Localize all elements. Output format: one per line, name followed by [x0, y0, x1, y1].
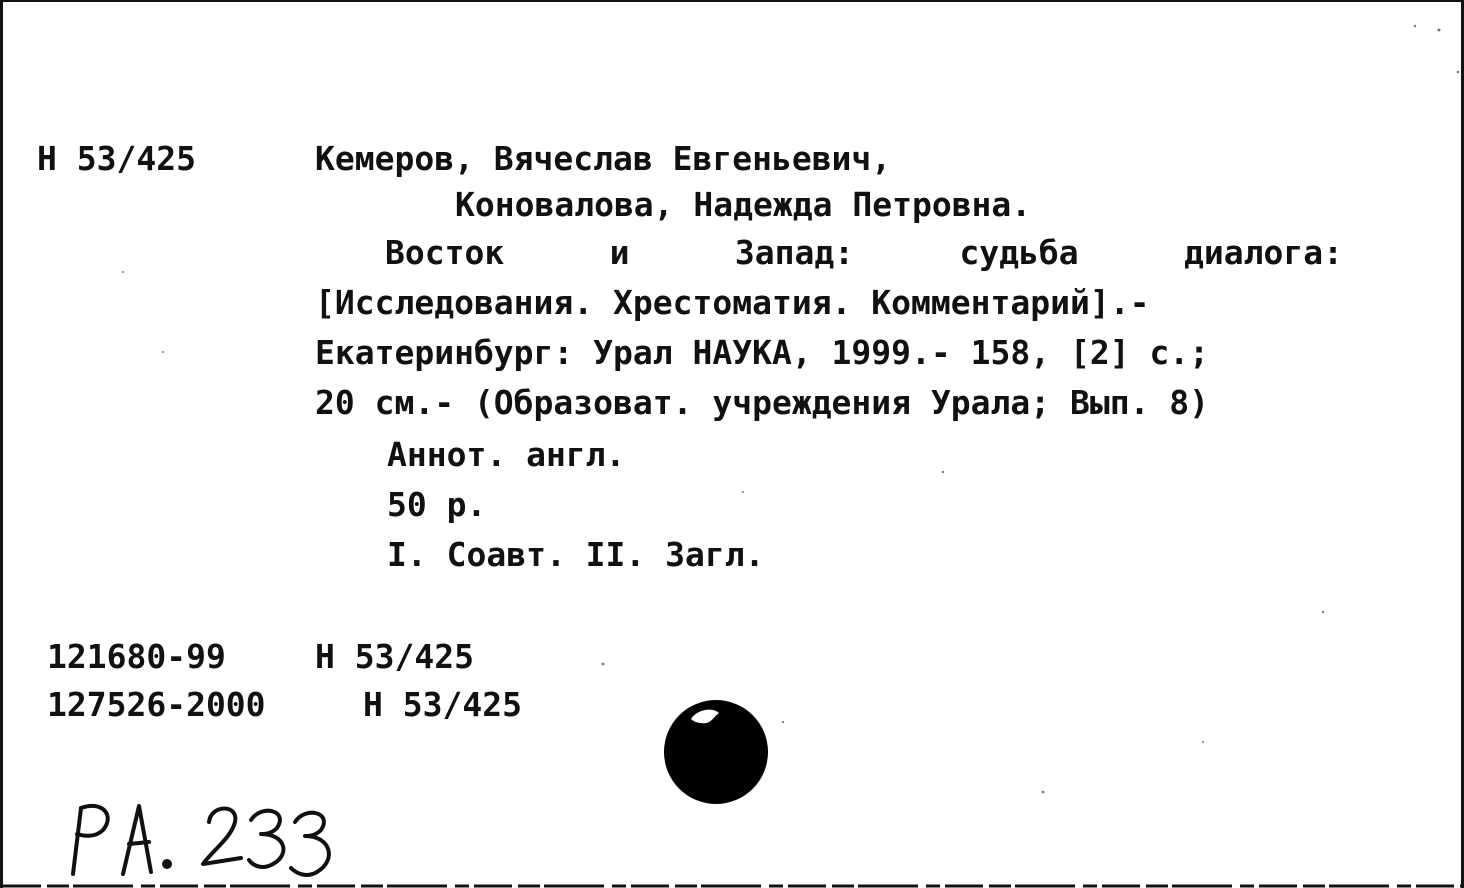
- tracings: I. Соавт. II. Загл.: [387, 535, 765, 574]
- description-line: [Исследования. Хрестоматия. Комментарий].-: [315, 283, 1150, 322]
- call-number: Н 53/425: [37, 139, 196, 178]
- title-word: Запад:: [734, 233, 855, 272]
- title-word: диалога:: [1184, 233, 1343, 272]
- accession-number: 127526-2000: [47, 685, 266, 724]
- title-word: и: [609, 233, 630, 272]
- handwritten-mark: [63, 794, 353, 884]
- accession-shelf: Н 53/425: [363, 685, 522, 724]
- description-line: 20 см.- (Образоват. учреждения Урала; Вып. 8): [315, 383, 1210, 422]
- title-line: [385, 233, 1343, 272]
- card-bottom-edge: [3, 880, 1464, 888]
- annotation-note: Аннот. англ.: [387, 435, 626, 474]
- main-author: Кемеров, Вячеслав Евгеньевич,: [315, 139, 892, 178]
- price: 50 р.: [387, 485, 487, 524]
- description-line: Екатеринбург: Урал НАУКА, 1999.- 158, [2] с.;: [315, 333, 1210, 372]
- co-author: Коновалова, Надежда Петровна.: [455, 185, 1032, 224]
- accession-shelf: Н 53/425: [315, 637, 474, 676]
- title-word: судьба: [959, 233, 1079, 272]
- handwritten-mark-drawing: [63, 794, 353, 884]
- punch-hole: [663, 699, 769, 805]
- title-word: Восток: [385, 233, 505, 272]
- accession-number: 121680-99: [47, 637, 226, 676]
